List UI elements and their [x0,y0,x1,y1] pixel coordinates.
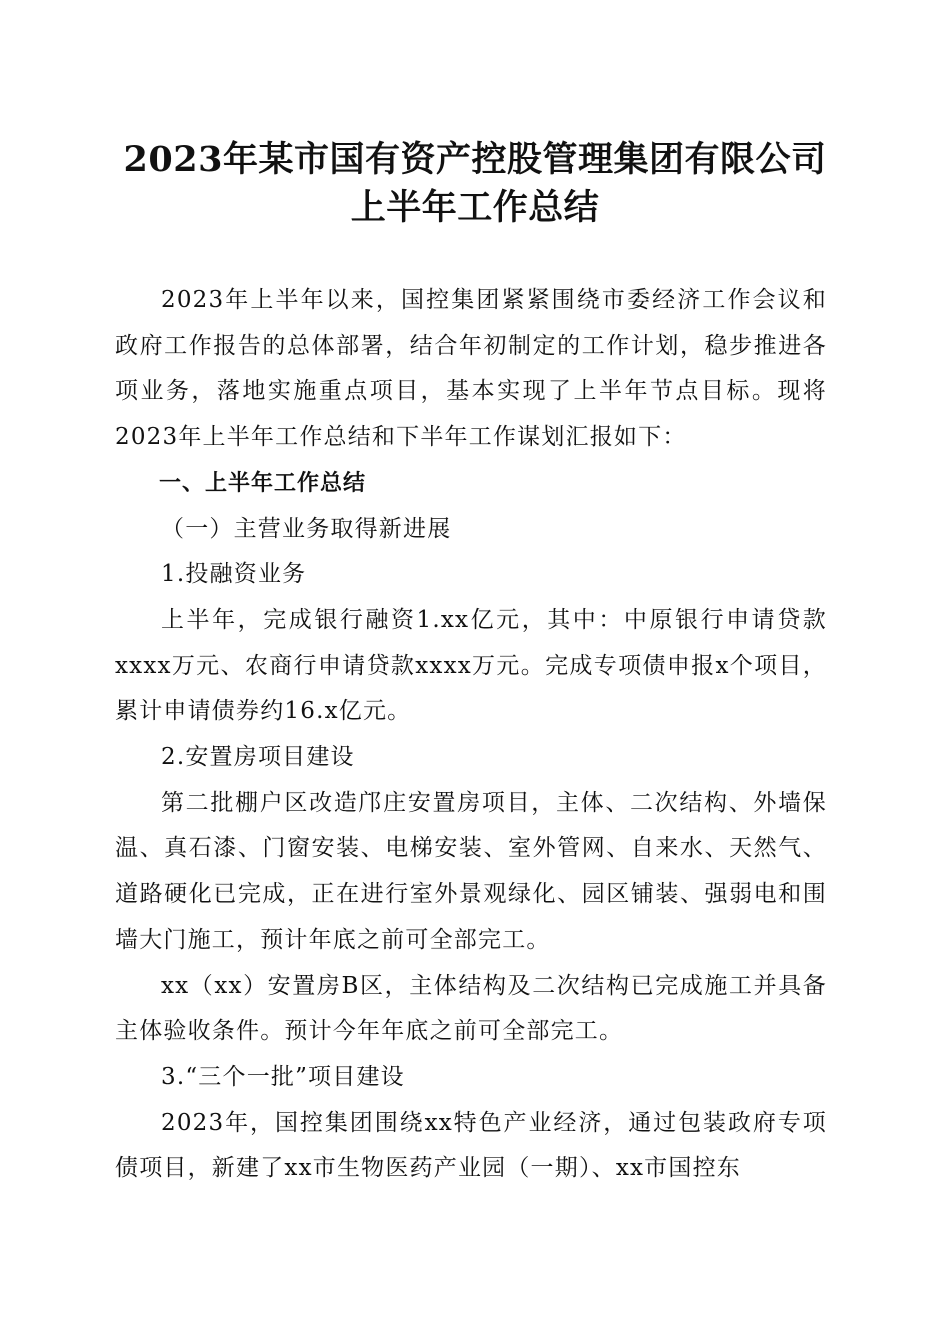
item-heading-investment: 1.投融资业务 [161,561,307,588]
intro-paragraph: 2023年上半年以来，国控集团紧紧围绕市委经济工作会议和政府工作报告的总体部署，结合年初制定的工作计划，稳步推进各项业务，落地实施重点项目，基本实现了上半年节点目标。现将2023年上半年工作总结和下半年工作谋划汇报如下： [115,287,827,451]
document-title-line-1: 2023年某市国有资产控股管理集团有限公司 [123,139,827,180]
document-title-line-2: 上半年工作总结 [350,187,600,228]
item-heading-housing: 2.安置房项目建设 [161,744,355,771]
item-heading-projects: 3.“三个一批”项目建设 [161,1063,405,1090]
investment-paragraph: 上半年，完成银行融资1.xx亿元，其中：中原银行申请贷款xxxx万元、农商行申请贷款xxxx万元。完成专项债申报x个项目，累计申请债券约16.x亿元。 [115,606,827,725]
projects-paragraph: 2023年，国控集团围绕xx特色产业经济，通过包装政府专项债项目，新建了xx市生物医药产业园（一期）、xx市国控东 [115,1109,827,1182]
subsection-heading: （一）主营业务取得新进展 [161,515,452,542]
section-heading: 一、上半年工作总结 [159,470,367,496]
document-body [115,278,827,1192]
housing-paragraph-1: 第二批棚户区改造邝庄安置房项目，主体、二次结构、外墙保温、真石漆、门窗安装、电梯安装、室外管网、自来水、天然气、道路硬化已完成，正在进行室外景观绿化、园区铺装、强弱电和围墙大门施工，预计年底之前可全部完工。 [115,789,827,953]
housing-paragraph-2: xx（xx）安置房B区，主体结构及二次结构已完成施工并具备主体验收条件。预计今年年底之前可全部完工。 [115,972,827,1045]
